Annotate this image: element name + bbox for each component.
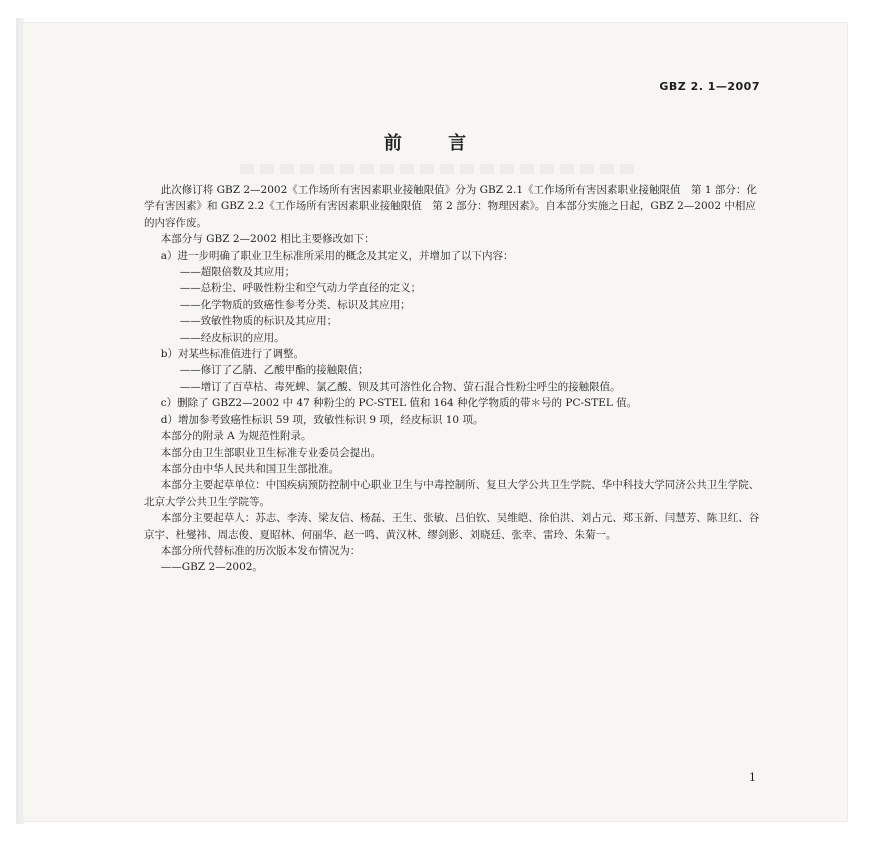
paragraph: 本部分所代替标准的历次版本发布情况为： (160, 544, 361, 557)
paragraph: 本部分由中华人民共和国卫生部批准。 (160, 462, 340, 475)
page-number: 1 (749, 771, 756, 784)
list-item: d）增加参考致癌性标识 59 项，致敏性标识 9 项，经皮标识 10 项。 (160, 413, 484, 426)
list-item: a）进一步明确了职业卫生标准所采用的概念及其定义，并增加了以下内容： (160, 249, 514, 262)
paragraph: 本部分主要起草人：苏志、李涛、梁友信、杨磊、王生、张敏、吕伯钦、吴维皑、徐伯洪、刘占元、郑玉新、闫慧芳、陈卫红、谷京宇、杜燮祎、周志俊、夏昭林、何丽华、赵一鸣、黄汉林、缪剑影、刘晓廷、张幸、雷玲、朱菊一。 (144, 512, 760, 541)
paragraph: 本部分的附录 A 为规范性附录。 (160, 430, 312, 443)
list-item: ——经皮标识的应用。 (179, 331, 285, 344)
paragraph: 本部分由卫生部职业卫生标准专业委员会提出。 (160, 446, 382, 459)
preface-body (144, 182, 762, 576)
list-item: c）删除了 GBZ2—2002 中 47 种粉尘的 PC-STEL 值和 164 种化学物质的带＊号的 PC-STEL 值。 (160, 397, 638, 410)
list-item: b）对某些标准值进行了调整。 (160, 348, 305, 361)
show-through-text (240, 164, 640, 174)
paragraph: 本部分主要起草单位：中国疾病预防控制中心职业卫生与中毒控制所、复旦大学公共卫生学院、华中科技大学同济公共卫生学院、北京大学公共卫生学院等。 (144, 479, 760, 508)
list-item: ——增订了百草枯、毒死蜱、氯乙酸、钡及其可溶性化合物、萤石混合性粉尘呼尘的接触限值。 (179, 380, 621, 393)
standard-code: GBZ 2. 1—2007 (659, 80, 760, 93)
list-item: ——超限倍数及其应用； (179, 266, 296, 279)
paragraph: 此次修订将 GBZ 2—2002《工作场所有害因素职业接触限值》分为 GBZ 2.1《工作场所有害因素职业接触限值 第 1 部分：化学有害因素》和 GBZ 2.2《工作场所有害因素职业接触限值 第 2 部分：物理因素》。自本部分实施之日起，GBZ 2—2002 中相应的内容作废。 (144, 184, 757, 229)
list-item: ——修订了乙腈、乙酸甲酯的接触限值； (179, 364, 369, 377)
page-title: 前 言 (383, 133, 487, 154)
list-item: ——致敏性物质的标识及其应用； (179, 315, 338, 328)
history-item: ——GBZ 2—2002。 (160, 561, 263, 574)
list-item: ——化学物质的致癌性参考分类、标识及其应用； (179, 298, 411, 311)
paragraph: 本部分与 GBZ 2—2002 相比主要修改如下： (160, 233, 375, 246)
list-item: ——总粉尘、呼吸性粉尘和空气动力学直径的定义； (179, 282, 422, 295)
